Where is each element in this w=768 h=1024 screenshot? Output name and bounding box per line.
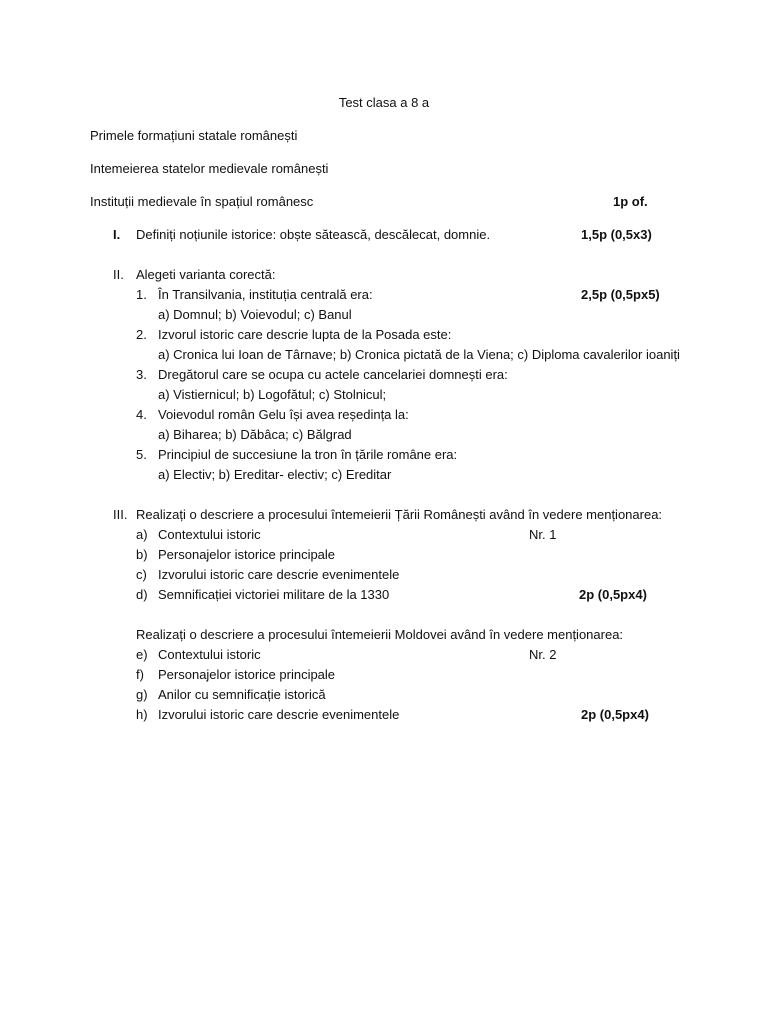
section-1-points: 1,5p (0,5x3) bbox=[581, 227, 652, 242]
section-1-text: Definiți noțiunile istorice: obște sătească, descălecat, domnie. bbox=[136, 227, 491, 242]
section-3-numeral: III. bbox=[113, 507, 128, 522]
topic-3: Instituții medievale în spațiul românesc bbox=[90, 194, 314, 209]
item-h-letter: h) bbox=[136, 707, 148, 722]
section-1-numeral: I. bbox=[113, 227, 121, 242]
item-b-letter: b) bbox=[136, 547, 148, 562]
question-2-number: 2. bbox=[136, 327, 147, 342]
item-f-letter: f) bbox=[136, 667, 144, 682]
item-f-text: Personajelor istorice principale bbox=[158, 667, 336, 682]
item-h-text: Izvorului istoric care descrie evenimentele bbox=[158, 707, 400, 722]
section-3-part-2-heading: Realizați o descriere a procesului întemeierii Moldovei având în vedere menționarea: bbox=[136, 627, 624, 642]
question-5-options: a) Electiv; b) Ereditar- electiv; c) Ereditar bbox=[158, 467, 392, 482]
item-b-text: Personajelor istorice principale bbox=[158, 547, 336, 562]
question-1-text: În Transilvania, instituția centrală era: bbox=[158, 287, 373, 302]
item-g-letter: g) bbox=[136, 687, 148, 702]
item-d-text: Semnificației victoriei militare de la 1330 bbox=[158, 587, 390, 602]
item-a-letter: a) bbox=[136, 527, 148, 542]
question-1-options: a) Domnul; b) Voievodul; c) Banul bbox=[158, 307, 352, 322]
section-2-heading: Alegeti varianta corectă: bbox=[136, 267, 276, 282]
topic-1: Primele formațiuni statale românești bbox=[90, 128, 298, 143]
question-4-options: a) Biharea; b) Dăbâca; c) Bălgrad bbox=[158, 427, 352, 442]
item-c-text: Izvorului istoric care descrie evenimentele bbox=[158, 567, 400, 582]
part-2-number: Nr. 2 bbox=[529, 647, 557, 662]
question-4-text: Voievodul român Gelu își avea reședința la: bbox=[158, 407, 409, 422]
question-3-text: Dregătorul care se ocupa cu actele cancelariei domnești era: bbox=[158, 367, 508, 382]
topic-2: Intemeierea statelor medievale românești bbox=[90, 161, 329, 176]
item-e-letter: e) bbox=[136, 647, 148, 662]
question-4-number: 4. bbox=[136, 407, 147, 422]
office-points: 1p of. bbox=[613, 194, 648, 209]
question-2-options: a) Cronica lui Ioan de Târnave; b) Cronica pictată de la Viena; c) Diploma cavalerilor ioaniți bbox=[158, 347, 680, 362]
section-3-part-1-heading: Realizați o descriere a procesului întemeierii Țării Românești având în vedere menționarea: bbox=[136, 507, 663, 522]
item-c-letter: c) bbox=[136, 567, 147, 582]
item-e-text: Contextului istoric bbox=[158, 647, 261, 662]
item-g-text: Anilor cu semnificație istorică bbox=[158, 687, 326, 702]
question-2-text: Izvorul istoric care descrie lupta de la Posada este: bbox=[158, 327, 452, 342]
question-1-number: 1. bbox=[136, 287, 147, 302]
section-2-points: 2,5p (0,5px5) bbox=[581, 287, 660, 302]
question-3-options: a) Vistiernicul; b) Logofătul; c) Stolnicul; bbox=[158, 387, 387, 402]
question-5-text: Principiul de succesiune la tron în țările române era: bbox=[158, 447, 458, 462]
part-1-points: 2p (0,5px4) bbox=[579, 587, 647, 602]
item-a-text: Contextului istoric bbox=[158, 527, 261, 542]
section-2-numeral: II. bbox=[113, 267, 124, 282]
part-2-points: 2p (0,5px4) bbox=[581, 707, 649, 722]
question-3-number: 3. bbox=[136, 367, 147, 382]
item-d-letter: d) bbox=[136, 587, 148, 602]
part-1-number: Nr. 1 bbox=[529, 527, 557, 542]
question-5-number: 5. bbox=[136, 447, 147, 462]
test-title: Test clasa a 8 a bbox=[338, 95, 430, 110]
